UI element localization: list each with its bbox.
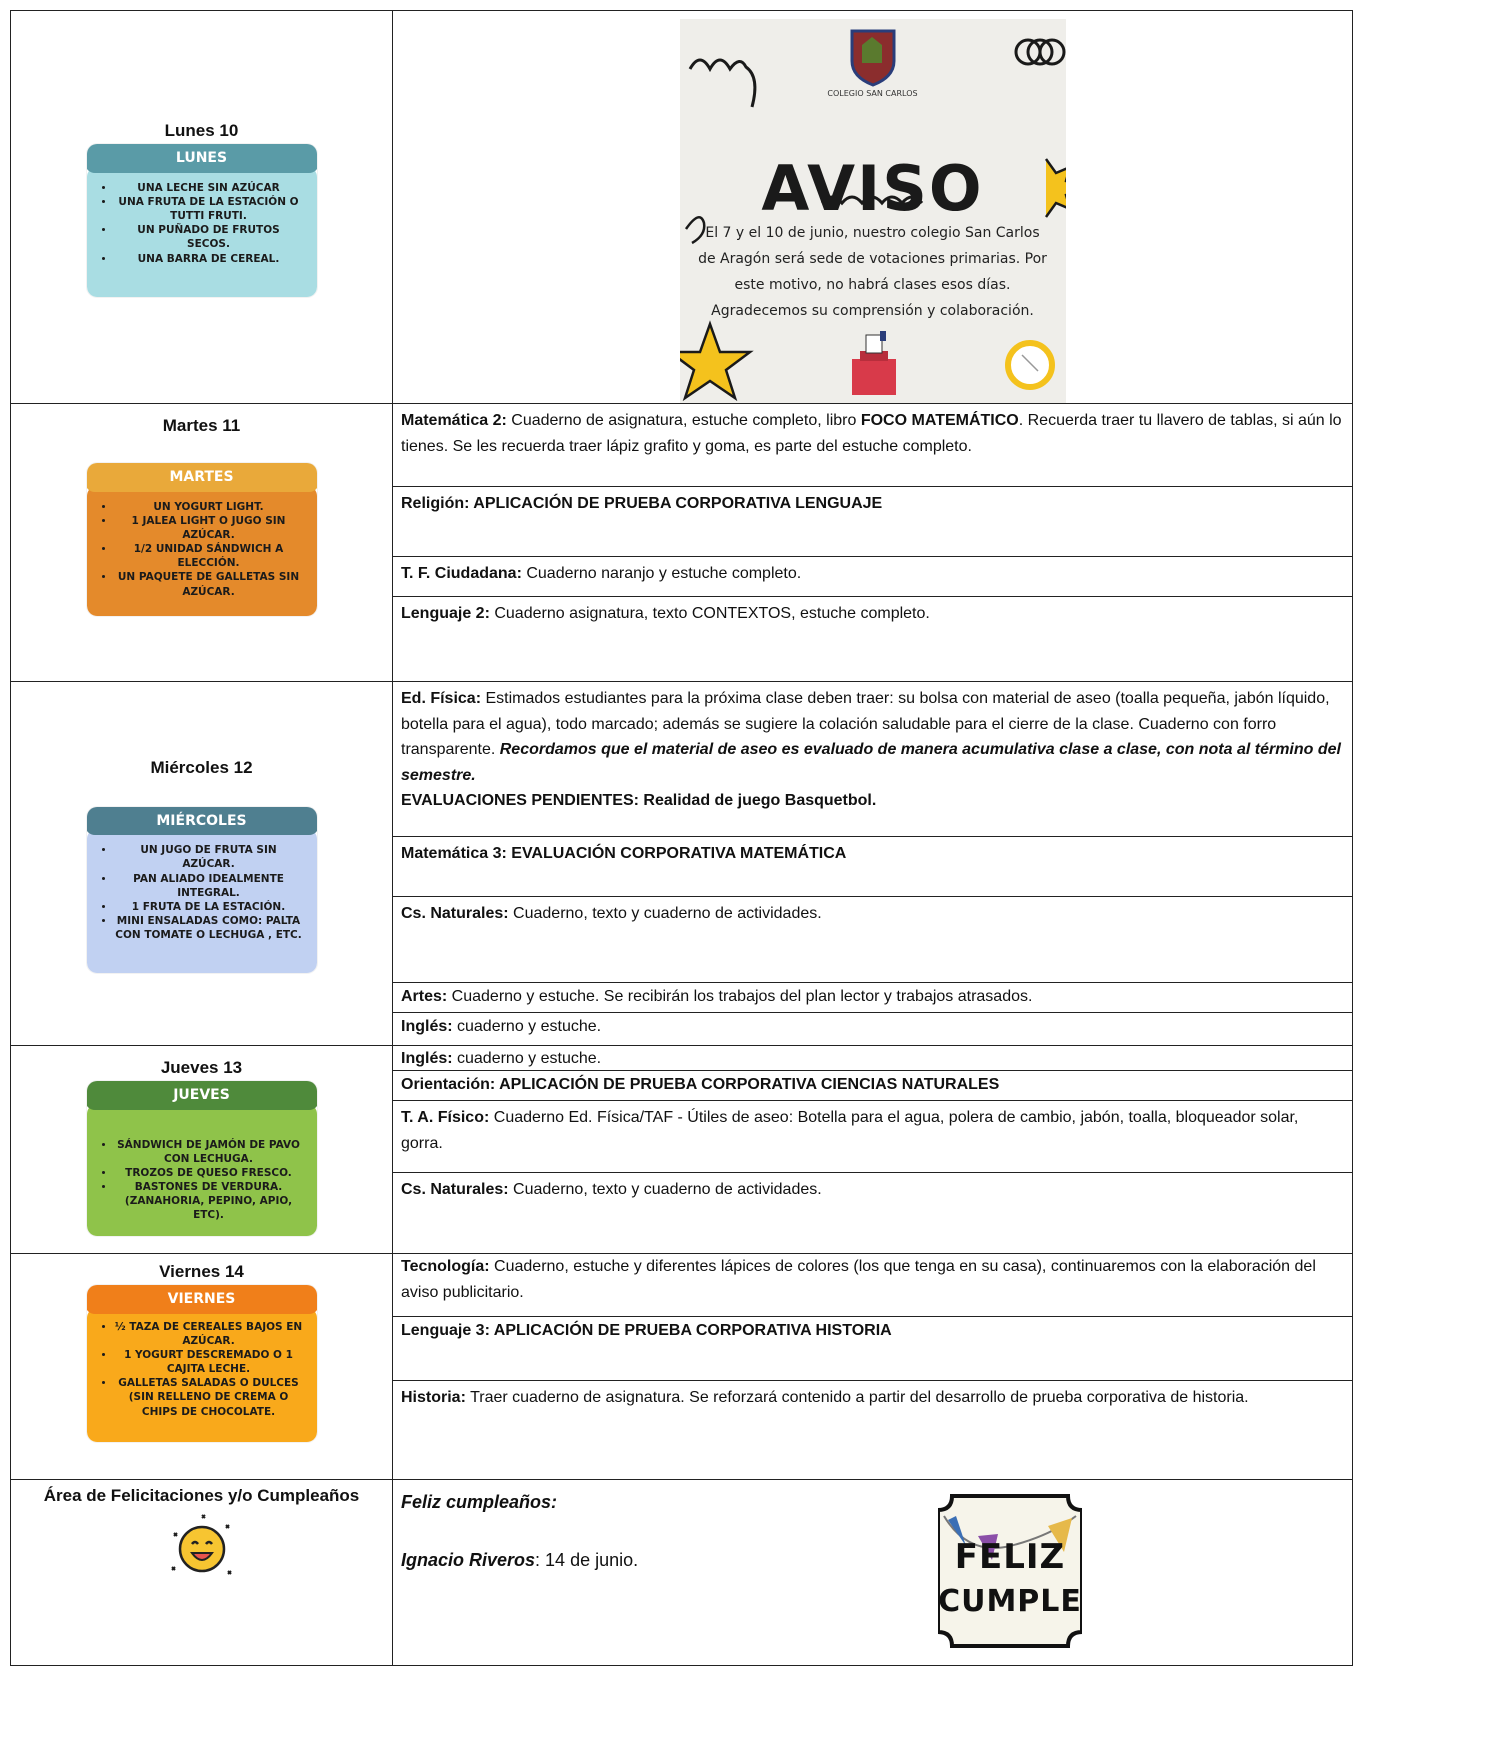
day-label: Lunes 10 (164, 121, 239, 141)
subject-entry (393, 836, 1352, 896)
subject-title: Orientación: APLICACIÓN DE PRUEBA CORPORATIVA CIENCIAS NATURALES (401, 1076, 1000, 1093)
snack-item: • UNA LECHE SIN AZÚCAR (115, 181, 303, 195)
day-label: Área de Felicitaciones y/o Cumpleaños (43, 1486, 360, 1505)
subject-title: Matemática 3: EVALUACIÓN CORPORATIVA MATEMÁTICA (401, 845, 847, 862)
birthday-date: : 14 de junio. (535, 1549, 639, 1570)
day-cell-felicitaciones (11, 1480, 393, 1666)
snack-item: • UN YOGURT LIGHT. (115, 500, 303, 514)
snack-list (101, 843, 303, 942)
snack-card-martes (87, 463, 317, 615)
subject-title: Historia: (401, 1389, 466, 1406)
weekly-schedule-table (10, 10, 1353, 1666)
subject-entry (393, 556, 1352, 596)
subject-title: Tecnología: (401, 1258, 490, 1275)
subject-text: Cuaderno y estuche. Se recibirán los trabajos del plan lector y trabajos atrasados. (447, 988, 1033, 1005)
star-icon (680, 324, 750, 398)
snack-card-title: JUEVES (87, 1081, 317, 1109)
snack-item: • UN PUÑADO DE FRUTOS SECOS. (115, 223, 303, 251)
subject-title: T. A. Físico: (401, 1109, 490, 1126)
row-martes (11, 404, 1353, 682)
birthday-entry (393, 1480, 1352, 1578)
snack-list (101, 500, 303, 599)
subject-entry (393, 1012, 1352, 1044)
subject-entry (393, 486, 1352, 556)
snack-item: • GALLETAS SALADAS O DULCES (SIN RELLENO DE CREMA O CHIPS DE CHOCOLATE. (115, 1376, 303, 1419)
ballot-box-icon (852, 331, 896, 395)
aviso-poster (680, 19, 1066, 403)
subjects-cell-martes (393, 404, 1353, 682)
subject-title: Lenguaje 3: APLICACIÓN DE PRUEBA CORPORATIVA HISTORIA (401, 1322, 892, 1339)
subject-entry (393, 1100, 1352, 1172)
school-crest-icon (852, 31, 894, 85)
birthday-cell (393, 1480, 1353, 1666)
day-cell-jueves (11, 1046, 393, 1254)
subject-title: Ed. Física: (401, 690, 482, 707)
day-cell-miercoles (11, 682, 393, 1046)
subjects-cell-jueves (393, 1046, 1353, 1254)
snack-card-title: VIERNES (87, 1285, 317, 1313)
badge-line1: FELIZ (954, 1537, 1066, 1577)
subject-entry (393, 1380, 1352, 1478)
aviso-message: El 7 y el 10 de junio, nuestro colegio San Carlos de Aragón será sede de votaciones primarias. Por este motivo, no habrá clases esos días. Agradecemos su comprensión y colaboración. (698, 225, 1047, 319)
snack-item: • BASTONES DE VERDURA. (ZANAHORIA, PEPINO, APIO, ETC). (115, 1180, 303, 1223)
squiggle-icon (690, 60, 755, 107)
subject-entry (393, 1172, 1352, 1252)
badge-line2: CUMPLE (938, 1584, 1082, 1619)
snack-item: • UN JUGO DE FRUTA SIN AZÚCAR. (115, 843, 303, 871)
subject-entry (393, 896, 1352, 982)
subject-text: Cuaderno de asignatura, estuche completo, libro (506, 412, 861, 429)
subject-text: Estimados estudiantes para la próxima clase deben traer: su bolsa con material de aseo (toalla pequeña, jabón líquido, botella para el agua), todo marcado; además se sugiere la colación saludable para el cierre de la clase. Cuaderno con forro transparente. (401, 690, 1330, 759)
subject-title: Cs. Naturales: (401, 905, 509, 922)
snack-item: • 1 YOGURT DESCREMADO O 1 CAJITA LECHE. (115, 1348, 303, 1376)
row-felicitaciones (11, 1480, 1353, 1666)
snack-list (101, 181, 303, 266)
subject-text: cuaderno y estuche. (452, 1018, 602, 1035)
subject-title: Matemática 2: (401, 412, 507, 429)
day-cell-viernes (11, 1254, 393, 1480)
snack-card-title: LUNES (87, 144, 317, 172)
school-name: COLEGIO SAN CARLOS (827, 89, 918, 98)
day-label: Miércoles 12 (150, 757, 253, 777)
subject-text: cuaderno y estuche. (452, 1050, 602, 1067)
subject-entry (393, 404, 1352, 486)
subject-title: Inglés: (401, 1018, 453, 1035)
snack-item: • UNA BARRA DE CEREAL. (115, 252, 303, 266)
birthday-name: Ignacio Riveros (401, 1549, 536, 1570)
subject-text: Cuaderno, texto y cuaderno de actividades. (508, 1181, 822, 1198)
snack-item: • UN PAQUETE DE GALLETAS SIN AZÚCAR. (115, 570, 303, 598)
aviso-cell (393, 11, 1353, 404)
subject-text: Cuaderno, texto y cuaderno de actividades. (508, 905, 822, 922)
subject-title: Artes: (401, 988, 448, 1005)
loops-icon (1016, 40, 1064, 64)
snack-card-jueves (87, 1081, 317, 1235)
snack-list (101, 1138, 303, 1223)
magnifier-icon (1008, 343, 1052, 387)
subject-title: Lenguaje 2: (401, 605, 490, 622)
subject-entry (393, 1316, 1352, 1380)
snack-item: • PAN ALIADO IDEALMENTE INTEGRAL. (115, 872, 303, 900)
day-label: Viernes 14 (159, 1262, 244, 1281)
subject-title: Religión: APLICACIÓN DE PRUEBA CORPORATIVA LENGUAJE (401, 495, 883, 512)
subjects-cell-miercoles (393, 682, 1353, 1046)
snack-item: • 1 JALEA LIGHT O JUGO SIN AZÚCAR. (115, 514, 303, 542)
snack-item: • MINI ENSALADAS COMO: PALTA CON TOMATE O LECHUGA , ETC. (115, 914, 303, 942)
aviso-title: AVISO (761, 152, 984, 225)
row-viernes (11, 1254, 1353, 1480)
subject-entry (393, 982, 1352, 1012)
row-jueves (11, 1046, 1353, 1254)
snack-item: • UNA FRUTA DE LA ESTACIÓN O TUTTI FRUTI. (115, 195, 303, 223)
subjects-cell-viernes (393, 1254, 1353, 1480)
snack-card-title: MARTES (87, 463, 317, 491)
feliz-cumple-badge (938, 1486, 1082, 1656)
subject-text: Cuaderno naranjo y estuche completo. (521, 565, 802, 582)
row-miercoles (11, 682, 1353, 1046)
snack-item: • 1/2 UNIDAD SÁNDWICH A ELECCIÓN. (115, 542, 303, 570)
day-label: Jueves 13 (160, 1058, 243, 1077)
subject-entry (393, 1254, 1352, 1316)
snack-item: • 1 FRUTA DE LA ESTACIÓN. (115, 900, 303, 914)
birthday-heading: Feliz cumpleaños: (401, 1492, 558, 1512)
snack-item: • ½ TAZA DE CEREALES BAJOS EN AZÚCAR. (115, 1320, 303, 1348)
snack-item: • TROZOS DE QUESO FRESCO. (115, 1166, 303, 1180)
subject-text: Traer cuaderno de asignatura. Se reforzará contenido a partir del desarrollo de prueba corporativa de historia. (465, 1389, 1249, 1406)
snack-card-title: MIÉRCOLES (87, 807, 317, 835)
snack-card-viernes (87, 1285, 317, 1441)
subject-bold: FOCO MATEMÁTICO (860, 412, 1019, 429)
row-lunes (11, 11, 1353, 404)
day-cell-martes (11, 404, 393, 682)
subject-text: Cuaderno asignatura, texto CONTEXTOS, estuche completo. (489, 605, 930, 622)
subject-text: . Recuerda traer tu llavero de tablas, si aún lo tienes. Se les recuerda traer lápiz grafito y goma, es parte del estuche completo. (401, 412, 1342, 455)
smiley-face-icon (164, 1511, 240, 1587)
subject-entry (393, 1046, 1352, 1070)
day-label: Martes 11 (162, 416, 241, 435)
subject-text: Cuaderno Ed. Física/TAF - Útiles de aseo: Botella para el agua, polera de cambio, jabón, toalla, bloqueador solar, gorra. (401, 1109, 1299, 1152)
day-cell-lunes (11, 11, 393, 404)
snack-card-lunes (87, 144, 317, 296)
snack-card-miercoles (87, 807, 317, 973)
subject-title: Cs. Naturales: (401, 1181, 509, 1198)
subject-title: T. F. Ciudadana: (401, 565, 522, 582)
subject-entry (393, 596, 1352, 680)
subject-entry (393, 1070, 1352, 1100)
subject-text: Cuaderno, estuche y diferentes lápices de colores (los que tenga en su casa), continuaremos con la elaboración del aviso publicitario. (401, 1258, 1316, 1301)
snack-item: • SÁNDWICH DE JAMÓN DE PAVO CON LECHUGA. (115, 1138, 303, 1166)
subject-note: Recordamos que el material de aseo es evaluado de manera acumulativa clase a clase, con nota al término del semestre. (401, 741, 1341, 784)
subject-entry (393, 682, 1352, 836)
pending-evaluations: EVALUACIONES PENDIENTES: Realidad de juego Basquetbol. (401, 792, 877, 810)
snack-list (101, 1320, 303, 1419)
subject-title: Inglés: (401, 1050, 453, 1067)
